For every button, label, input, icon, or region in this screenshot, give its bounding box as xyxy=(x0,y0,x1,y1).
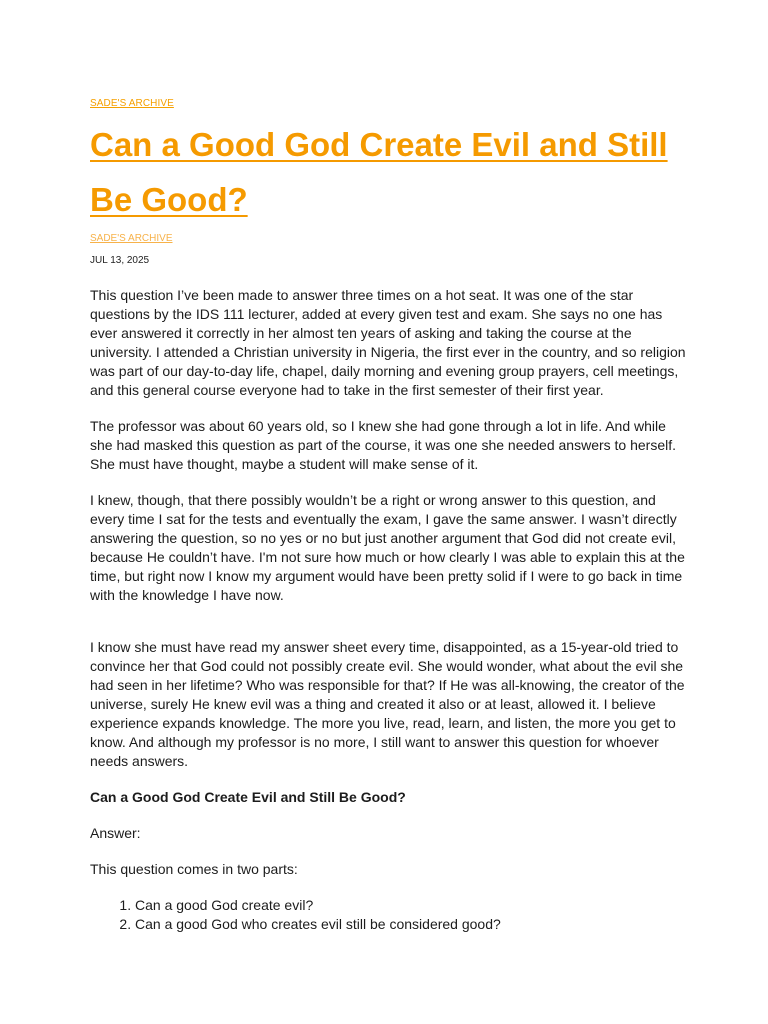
post-date: JUL 13, 2025 xyxy=(90,255,150,266)
author-link[interactable]: SADE'S ARCHIVE xyxy=(90,233,173,244)
list-item: 1. Can a good God create evil? xyxy=(135,896,690,915)
paragraph: I knew, though, that there possibly wouldn’t be a right or wrong answer to this question, and every time I sat for the tests and eventually the exam, I gave the same answer. I wasn’t directly answering the question, so no yes or no but just another argument that God did not create evil, because He couldn’t have. I'm not sure how much or how clearly I was able to explain this at the time, but right now I know my argument would have been pretty solid if I were to go back in time with the knowledge I have now. xyxy=(90,492,685,603)
section-subheading: Can a Good God Create Evil and Still Be Good? xyxy=(90,789,406,805)
paragraph: I know she must have read my answer sheet every time, disappointed, as a 15-year-old tried to convince her that God could not possibly create evil. She would wonder, what about the evil she had seen in her lifetime? Who was responsible for that? If He was all-knowing, the creator of the universe, surely He knew evil was a thing and created it also or at least, allowed it. I believe experience expands knowledge. The more you live, read, learn, and listen, the more you get to know. And although my professor is no more, I still want to answer this question for whoever needs answers. xyxy=(90,639,685,769)
paragraph: The professor was about 60 years old, so I knew she had gone through a lot in life. And while she had masked this question as part of the course, it was one she needed answers to herself. She must have thought, maybe a student will make sense of it. xyxy=(90,418,677,472)
paragraph: This question I’ve been made to answer three times on a hot seat. It was one of the star questions by the IDS 111 lecturer, added at every given test and exam. She says no one has ever answered it correctly in her almost ten years of asking and taking the course at the university. I attended a Christian university in Nigeria, the first ever in the country, and so religion was part of our day-to-day life, chapel, daily morning and evening group prayers, cell meetings, and this general course everyone had to take in the first semester of their first year. xyxy=(90,287,686,398)
article-body xyxy=(90,286,690,934)
list-item: 2. Can a good God who creates evil still be considered good? xyxy=(135,915,690,934)
parts-list xyxy=(90,896,690,934)
parts-intro: This question comes in two parts: xyxy=(90,861,298,877)
post-title[interactable]: Can a Good God Create Evil and Still Be Good? xyxy=(90,126,668,218)
article xyxy=(90,93,690,934)
answer-label: Answer: xyxy=(90,825,141,841)
category-link[interactable]: SADE'S ARCHIVE xyxy=(90,98,174,109)
